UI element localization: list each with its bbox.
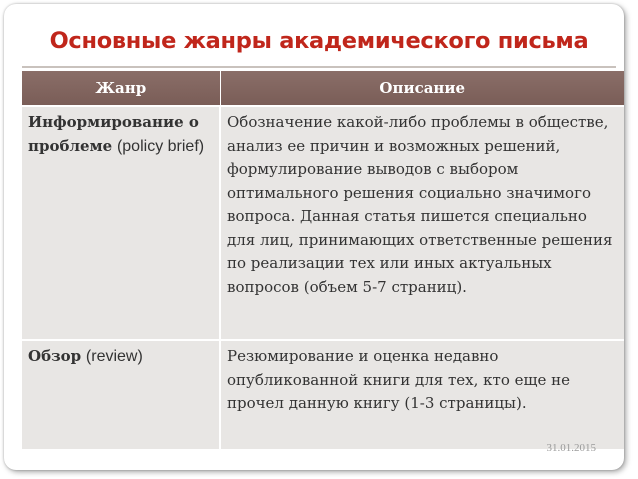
genres-table [22,71,624,449]
description-cell: Обозначение какой-либо проблемы в обществе, анализ ее причин и возможных решений, формулирование выводов с выбором оптимального решения социально значимого вопроса. Данная статья пишется специально для лиц, принимающих ответственные решения по реализации тех или иных актуальных вопросов (объем 5-7 страниц). [220,106,624,340]
slide-date: 31.01.2015 [546,442,596,454]
slide-title: Основные жанры академического письма [49,28,589,54]
table-row [22,106,624,340]
column-header-genre: Жанр [22,71,220,106]
genre-name: Информирование о проблеме [28,113,199,155]
genre-name: Обзор [28,347,82,365]
genre-cell [22,340,220,449]
genre-english-name: (review) [85,348,143,365]
title-divider [22,66,616,68]
genre-cell [22,106,220,340]
description-cell: Резюмирование и оценка недавно опубликованной книги для тех, кто еще не прочел данную книгу (1-3 страницы). [220,340,624,449]
table-row [22,340,624,449]
table-header-row [22,71,624,106]
genre-english-name: (policy brief) [116,137,205,155]
column-header-description: Описание [220,71,624,106]
